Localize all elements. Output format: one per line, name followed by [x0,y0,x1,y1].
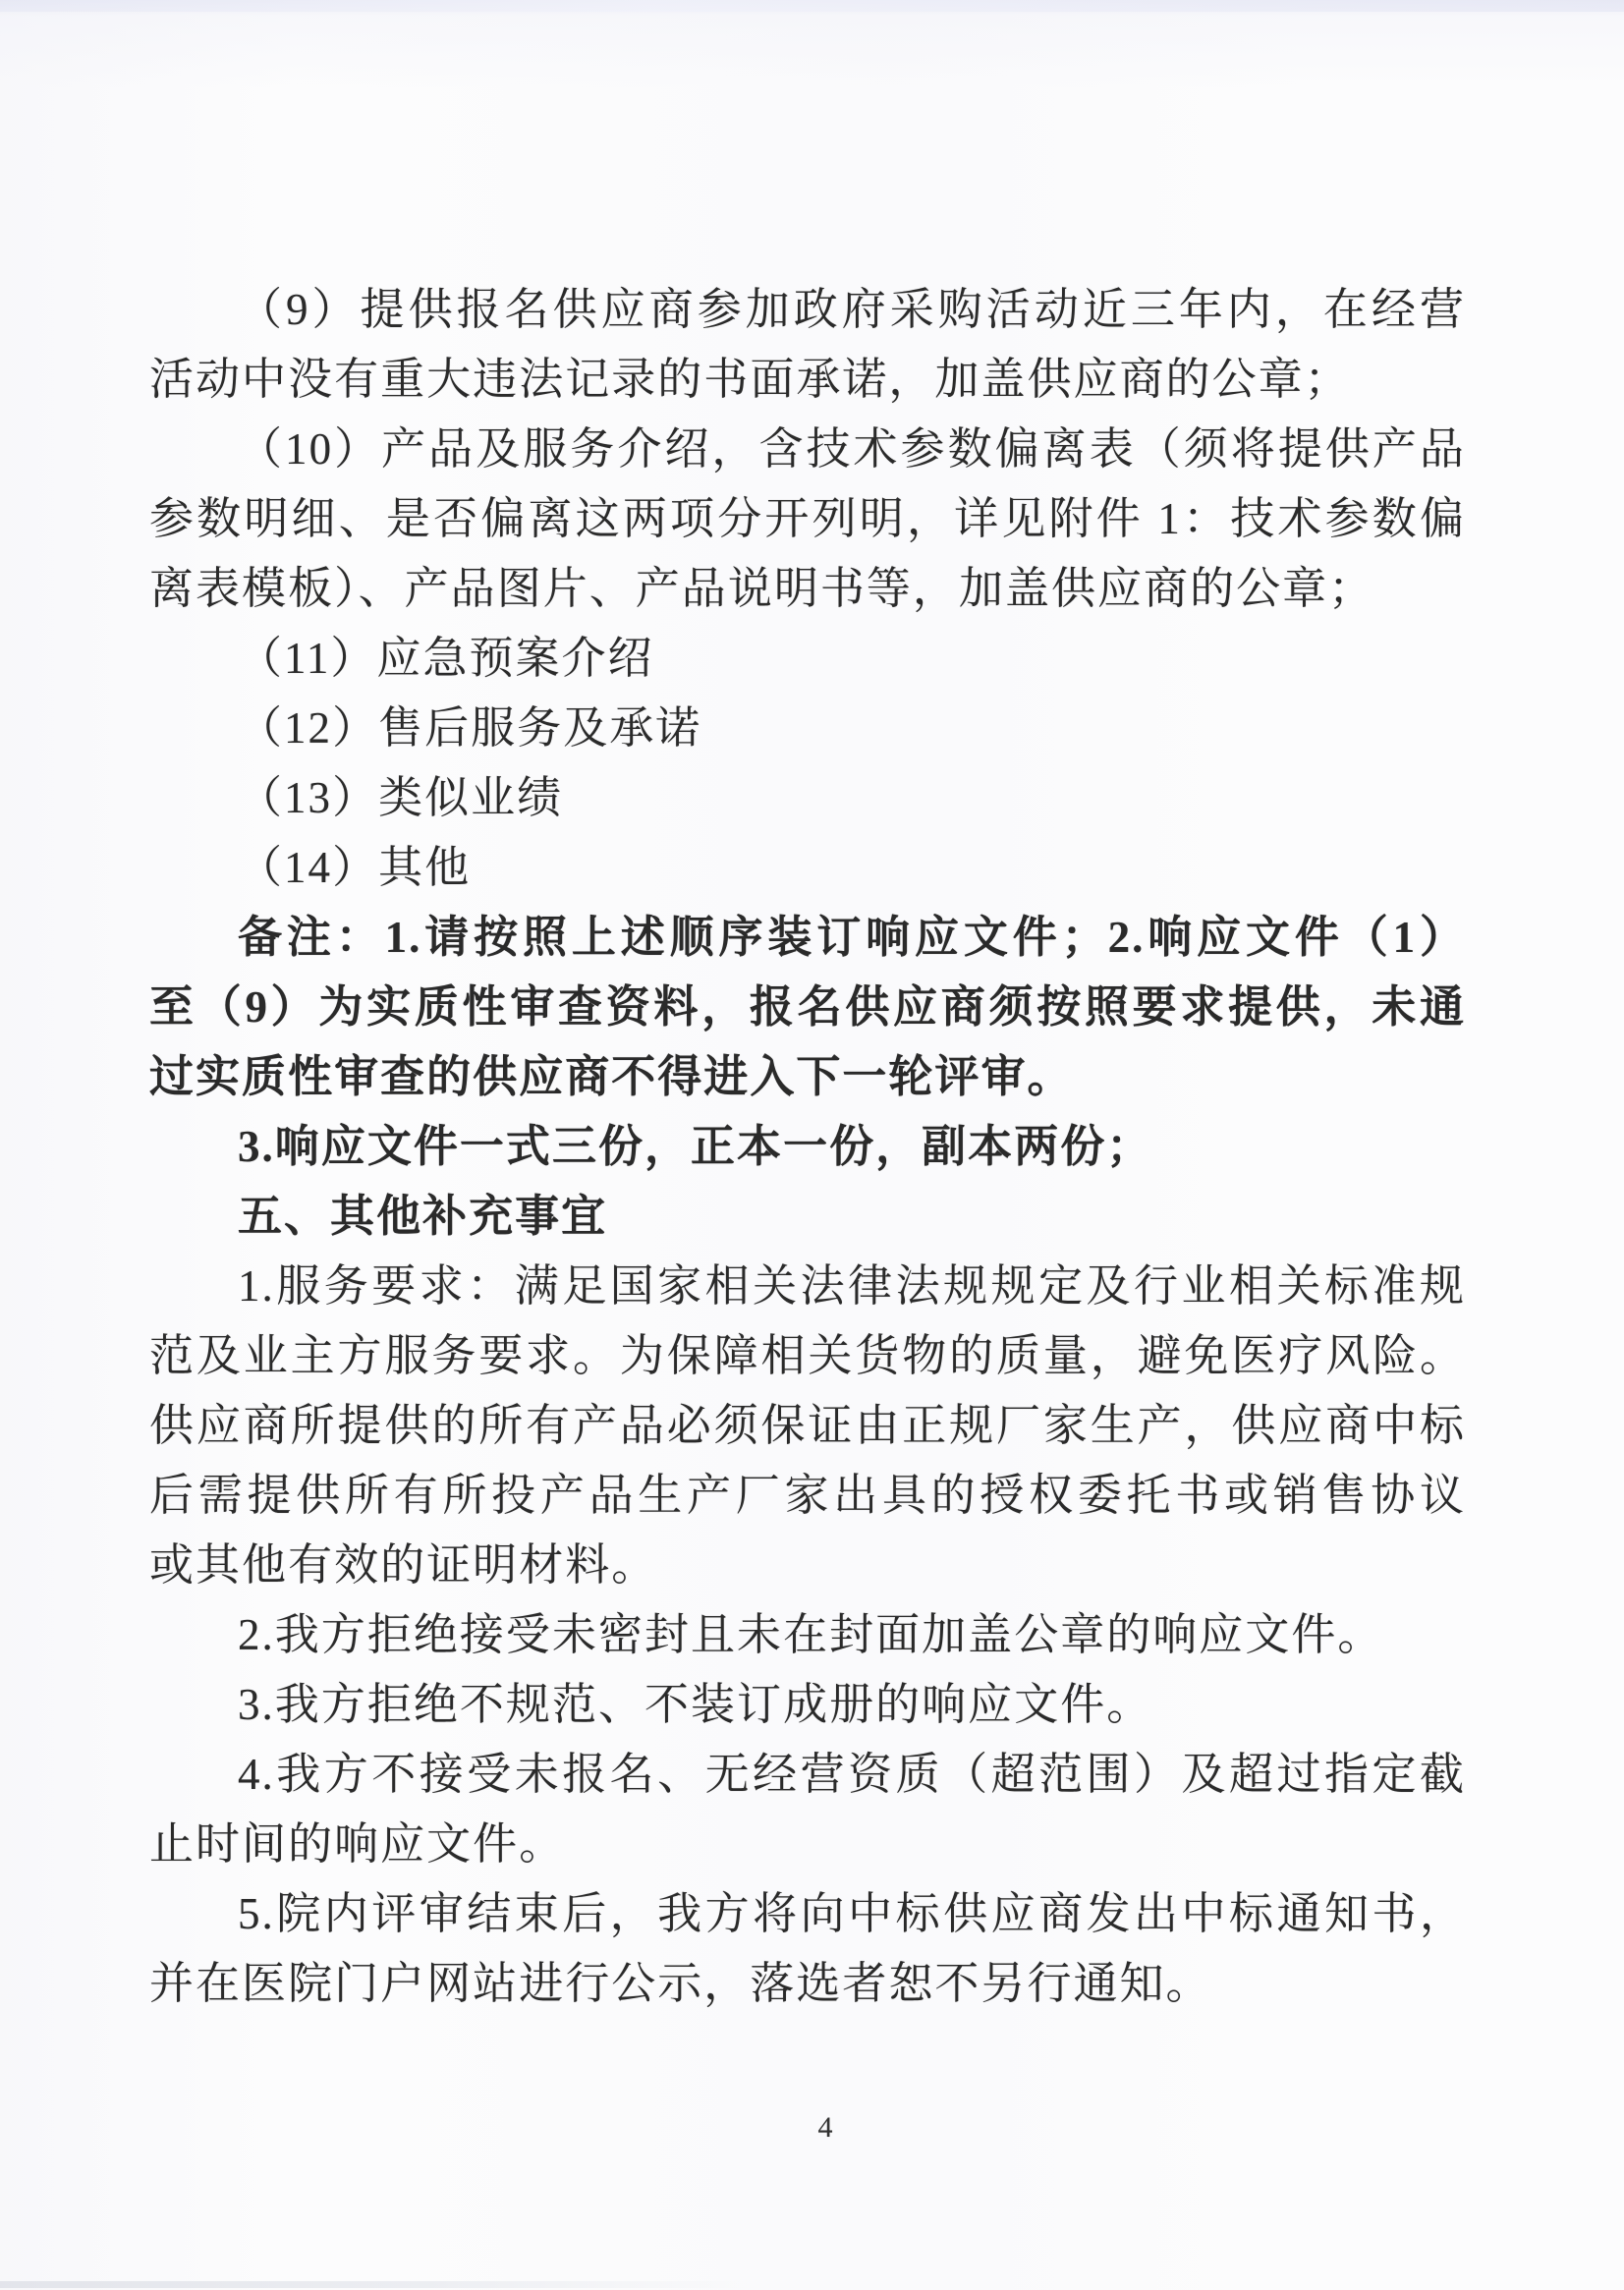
text-line: 五、其他补充事宜 [238,1192,608,1241]
text-line: 后需提供所有所投产品生产厂家出具的授权委托书或销售协议 [149,1471,1466,1520]
text-line: 参数明细、是否偏离这两项分开列明，详见附件 1：技术参数偏 [149,494,1466,543]
text-line: 止时间的响应文件。 [149,1819,566,1869]
text-line: （12）售后服务及承诺 [238,703,702,753]
page-number: 4 [817,2111,833,2144]
text-line: 4.我方不接受未报名、无经营资质（超范围）及超过指定截 [238,1750,1466,1799]
text-line: 并在医院门户网站进行公示，落选者恕不另行通知。 [149,1959,1212,2008]
scan-top-edge-artifact [0,0,1624,12]
text-line: 2.我方拒绝接受未密封且未在封面加盖公章的响应文件。 [238,1610,1384,1659]
scan-bottom-edge-artifact [0,2281,756,2288]
text-line: 离表模板）、产品图片、产品说明书等，加盖供应商的公章； [149,564,1375,613]
text-line: 过实质性审查的供应商不得进入下一轮评审。 [149,1052,1074,1101]
text-line: （9）提供报名供应商参加政府采购活动近三年内，在经营 [238,285,1466,334]
text-line: 范及业主方服务要求。为保障相关货物的质量，避免医疗风险。 [149,1331,1466,1380]
text-line: （13）类似业绩 [238,773,564,822]
text-line: 活动中没有重大违法记录的书面承诺，加盖供应商的公章； [149,355,1351,404]
text-line: 或其他有效的证明材料。 [149,1540,658,1590]
text-line: （10）产品及服务介绍，含技术参数偏离表（须将提供产品 [238,424,1466,474]
text-line: 3.我方拒绝不规范、不装订成册的响应文件。 [238,1680,1153,1729]
text-line: 5.院内评审结束后，我方将向中标供应商发出中标通知书， [238,1889,1466,1938]
text-line: 1.服务要求：满足国家相关法律法规规定及行业相关标准规 [238,1261,1466,1311]
text-line: （11）应急预案介绍 [238,634,654,683]
text-line: 备注：1.请按照上述顺序装订响应文件；2.响应文件（1） [238,913,1466,962]
text-line: 3.响应文件一式三份，正本一份，副本两份； [238,1122,1153,1171]
text-line: 供应商所提供的所有产品必须保证由正规厂家生产，供应商中标 [149,1401,1466,1450]
text-line: 至（9）为实质性审查资料，报名供应商须按照要求提供，未通 [149,982,1466,1032]
document-body [149,275,1466,2019]
text-line: （14）其他 [238,843,472,892]
